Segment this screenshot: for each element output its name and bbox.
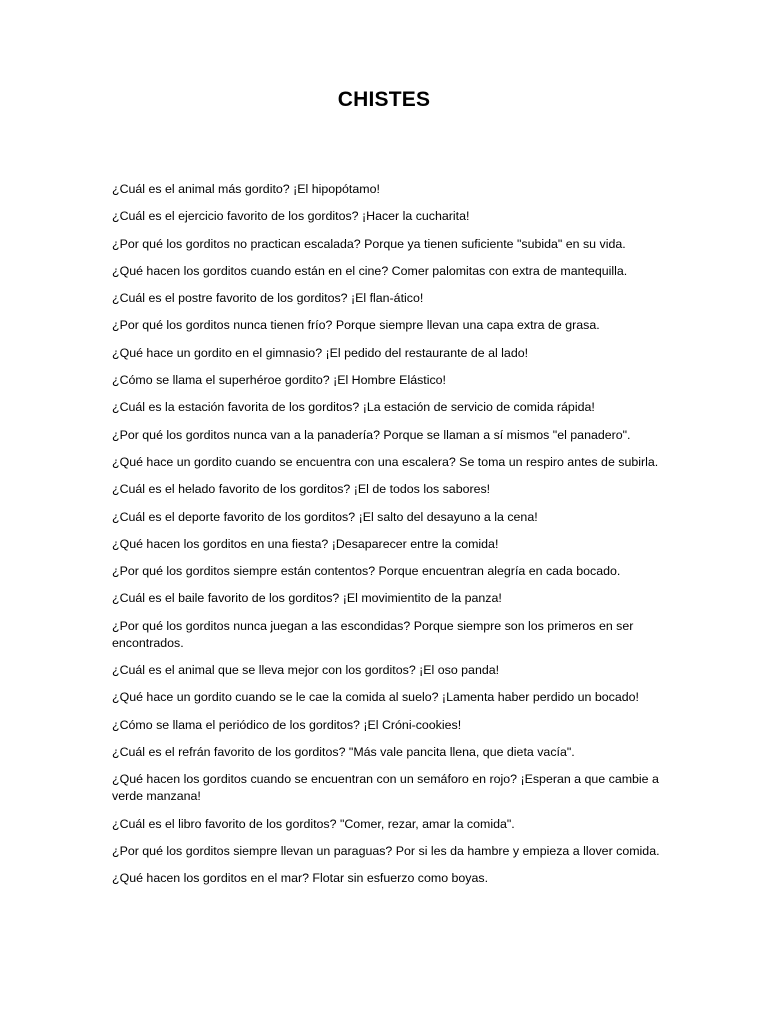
joke-item: ¿Por qué los gorditos nunca van a la panadería? Porque se llaman a sí mismos "el panadero". (112, 427, 631, 442)
joke-item: ¿Cuál es el animal que se lleva mejor con los gorditos? ¡El oso panda! (112, 663, 500, 678)
joke-item: ¿Qué hace un gordito cuando se encuentra con una escalera? Se toma un respiro antes de subirla. (112, 454, 659, 469)
joke-item: ¿Cómo se llama el superhéroe gordito? ¡El Hombre Elástico! (112, 373, 447, 388)
joke-item: ¿Por qué los gorditos nunca juegan a las escondidas? Porque siempre son los primeros en ser encontrados. (112, 618, 634, 650)
joke-list (112, 181, 672, 897)
joke-item: ¿Qué hacen los gorditos en una fiesta? ¡Desaparecer entre la comida! (112, 536, 499, 551)
joke-item: ¿Cuál es el helado favorito de los gorditos? ¡El de todos los sabores! (112, 482, 491, 497)
joke-item: ¿Qué hace un gordito en el gimnasio? ¡El pedido del restaurante de al lado! (112, 345, 529, 360)
joke-item: ¿Qué hacen los gorditos cuando están en el cine? Comer palomitas con extra de mantequilla. (112, 263, 628, 278)
joke-item: ¿Qué hacen los gorditos cuando se encuentran con un semáforo en rojo? ¡Esperan a que cambie a verde manzana! (112, 772, 659, 804)
joke-item: ¿Por qué los gorditos siempre llevan un paraguas? Por si les da hambre y empieza a llover comida. (112, 843, 660, 858)
joke-item: ¿Cuál es el deporte favorito de los gorditos? ¡El salto del desayuno a la cena! (112, 509, 538, 524)
joke-item: ¿Por qué los gorditos nunca tienen frío? Porque siempre llevan una capa extra de grasa. (112, 318, 600, 333)
joke-item: ¿Qué hace un gordito cuando se le cae la comida al suelo? ¡Lamenta haber perdido un bocado! (112, 690, 639, 705)
joke-item: ¿Cuál es la estación favorita de los gorditos? ¡La estación de servicio de comida rápida! (112, 400, 595, 415)
document-title: CHISTES (337, 88, 431, 111)
joke-item: ¿Cuál es el postre favorito de los gorditos? ¡El flan-ático! (112, 291, 424, 306)
joke-item: ¿Cómo se llama el periódico de los gorditos? ¡El Cróni-cookies! (112, 717, 462, 732)
joke-item: ¿Por qué los gorditos siempre están contentos? Porque encuentran alegría en cada bocado. (112, 564, 621, 579)
joke-item: ¿Cuál es el baile favorito de los gorditos? ¡El movimientito de la panza! (112, 591, 502, 606)
joke-item: ¿Qué hacen los gorditos en el mar? Flotar sin esfuerzo como boyas. (112, 871, 489, 886)
joke-item: ¿Cuál es el libro favorito de los gorditos? "Comer, rezar, amar la comida". (112, 816, 515, 831)
joke-item: ¿Cuál es el refrán favorito de los gorditos? "Más vale pancita llena, que dieta vacía". (112, 744, 575, 759)
joke-item: ¿Por qué los gorditos no practican escalada? Porque ya tienen suficiente "subida" en su vida. (112, 236, 626, 251)
joke-item: ¿Cuál es el ejercicio favorito de los gorditos? ¡Hacer la cucharita! (112, 209, 470, 224)
joke-item: ¿Cuál es el animal más gordito? ¡El hipopótamo! (112, 182, 380, 196)
